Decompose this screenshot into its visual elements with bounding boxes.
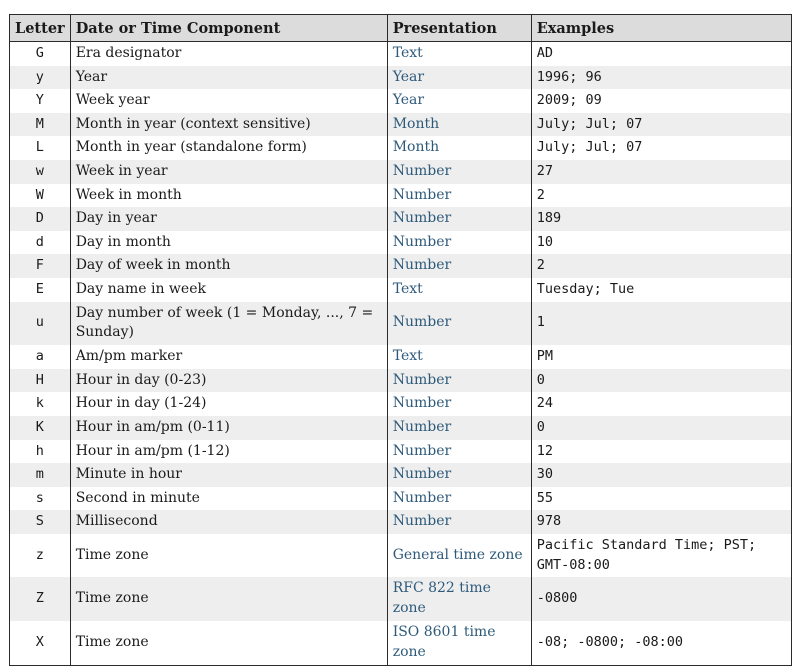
examples-cell: 30 — [531, 463, 791, 487]
table-row — [10, 302, 792, 346]
letter-cell: k — [10, 392, 71, 416]
letter-cell: z — [10, 534, 71, 578]
table-row — [10, 42, 792, 66]
component-cell: Time zone — [70, 621, 387, 665]
presentation-cell: Month — [387, 113, 531, 137]
letter-cell: D — [10, 207, 71, 231]
examples-cell: 24 — [531, 392, 791, 416]
examples-cell: -0800 — [531, 577, 791, 621]
letter-cell: w — [10, 160, 71, 184]
presentation-cell: Number — [387, 231, 531, 255]
table-row — [10, 440, 792, 464]
letter-cell: H — [10, 369, 71, 393]
table-row — [10, 392, 792, 416]
letter-cell: m — [10, 463, 71, 487]
presentation-cell: RFC 822 time zone — [387, 577, 531, 621]
date-format-table — [9, 14, 792, 666]
examples-cell: 1 — [531, 302, 791, 346]
examples-cell: July; Jul; 07 — [531, 113, 791, 137]
letter-cell: u — [10, 302, 71, 346]
table-row — [10, 89, 792, 113]
table-row — [10, 184, 792, 208]
letter-cell: y — [10, 66, 71, 90]
examples-cell: 2 — [531, 254, 791, 278]
letter-cell: S — [10, 510, 71, 534]
presentation-cell: Text — [387, 345, 531, 369]
component-cell: Day number of week (1 = Monday, ..., 7 = Sunday) — [70, 302, 387, 346]
table-row — [10, 345, 792, 369]
letter-cell: L — [10, 136, 71, 160]
table-row — [10, 621, 792, 665]
presentation-cell: Number — [387, 440, 531, 464]
examples-cell: 0 — [531, 369, 791, 393]
component-cell: Era designator — [70, 42, 387, 66]
component-cell: Year — [70, 66, 387, 90]
header-letter: Letter — [10, 15, 71, 42]
component-cell: Week in month — [70, 184, 387, 208]
presentation-cell: Number — [387, 254, 531, 278]
letter-cell: F — [10, 254, 71, 278]
component-cell: Millisecond — [70, 510, 387, 534]
presentation-cell: Number — [387, 207, 531, 231]
presentation-cell: Number — [387, 302, 531, 346]
presentation-cell: Text — [387, 278, 531, 302]
examples-cell: Tuesday; Tue — [531, 278, 791, 302]
header-row — [10, 15, 792, 42]
header-examples: Examples — [531, 15, 791, 42]
letter-cell: M — [10, 113, 71, 137]
table-row — [10, 369, 792, 393]
letter-cell: s — [10, 487, 71, 511]
letter-cell: h — [10, 440, 71, 464]
examples-cell: 55 — [531, 487, 791, 511]
table-row — [10, 207, 792, 231]
component-cell: Minute in hour — [70, 463, 387, 487]
presentation-cell: Number — [387, 487, 531, 511]
presentation-cell: Year — [387, 66, 531, 90]
examples-cell: July; Jul; 07 — [531, 136, 791, 160]
table-row — [10, 510, 792, 534]
presentation-cell: Number — [387, 184, 531, 208]
component-cell: Time zone — [70, 577, 387, 621]
letter-cell: K — [10, 416, 71, 440]
presentation-cell: General time zone — [387, 534, 531, 578]
table-row — [10, 113, 792, 137]
examples-cell: 27 — [531, 160, 791, 184]
examples-cell: 2009; 09 — [531, 89, 791, 113]
component-cell: Month in year (context sensitive) — [70, 113, 387, 137]
component-cell: Week year — [70, 89, 387, 113]
letter-cell: E — [10, 278, 71, 302]
table-row — [10, 160, 792, 184]
component-cell: Time zone — [70, 534, 387, 578]
table-body — [10, 42, 792, 666]
presentation-cell: Number — [387, 416, 531, 440]
examples-cell: PM — [531, 345, 791, 369]
component-cell: Week in year — [70, 160, 387, 184]
presentation-cell: Text — [387, 42, 531, 66]
table-row — [10, 66, 792, 90]
examples-cell: 189 — [531, 207, 791, 231]
table-row — [10, 534, 792, 578]
letter-cell: d — [10, 231, 71, 255]
presentation-cell: Year — [387, 89, 531, 113]
table-row — [10, 463, 792, 487]
component-cell: Hour in day (0-23) — [70, 369, 387, 393]
component-cell: Month in year (standalone form) — [70, 136, 387, 160]
table-row — [10, 487, 792, 511]
examples-cell: Pacific Standard Time; PST; GMT-08:00 — [531, 534, 791, 578]
component-cell: Hour in am/pm (0-11) — [70, 416, 387, 440]
table-row — [10, 416, 792, 440]
letter-cell: Y — [10, 89, 71, 113]
examples-cell: 12 — [531, 440, 791, 464]
component-cell: Day name in week — [70, 278, 387, 302]
table-row — [10, 254, 792, 278]
component-cell: Second in minute — [70, 487, 387, 511]
presentation-cell: Month — [387, 136, 531, 160]
presentation-cell: Number — [387, 392, 531, 416]
examples-cell: 2 — [531, 184, 791, 208]
examples-cell: AD — [531, 42, 791, 66]
examples-cell: 0 — [531, 416, 791, 440]
examples-cell: 1996; 96 — [531, 66, 791, 90]
letter-cell: Z — [10, 577, 71, 621]
presentation-cell: Number — [387, 510, 531, 534]
component-cell: Day in month — [70, 231, 387, 255]
presentation-cell: Number — [387, 160, 531, 184]
table-row — [10, 136, 792, 160]
table-row — [10, 577, 792, 621]
letter-cell: a — [10, 345, 71, 369]
header-presentation: Presentation — [387, 15, 531, 42]
presentation-cell: Number — [387, 369, 531, 393]
examples-cell: -08; -0800; -08:00 — [531, 621, 791, 665]
examples-cell: 978 — [531, 510, 791, 534]
component-cell: Hour in day (1-24) — [70, 392, 387, 416]
presentation-cell: Number — [387, 463, 531, 487]
table-row — [10, 231, 792, 255]
letter-cell: W — [10, 184, 71, 208]
table-row — [10, 278, 792, 302]
presentation-cell: ISO 8601 time zone — [387, 621, 531, 665]
component-cell: Hour in am/pm (1-12) — [70, 440, 387, 464]
component-cell: Day in year — [70, 207, 387, 231]
component-cell: Am/pm marker — [70, 345, 387, 369]
component-cell: Day of week in month — [70, 254, 387, 278]
letter-cell: G — [10, 42, 71, 66]
header-component: Date or Time Component — [70, 15, 387, 42]
examples-cell: 10 — [531, 231, 791, 255]
letter-cell: X — [10, 621, 71, 665]
